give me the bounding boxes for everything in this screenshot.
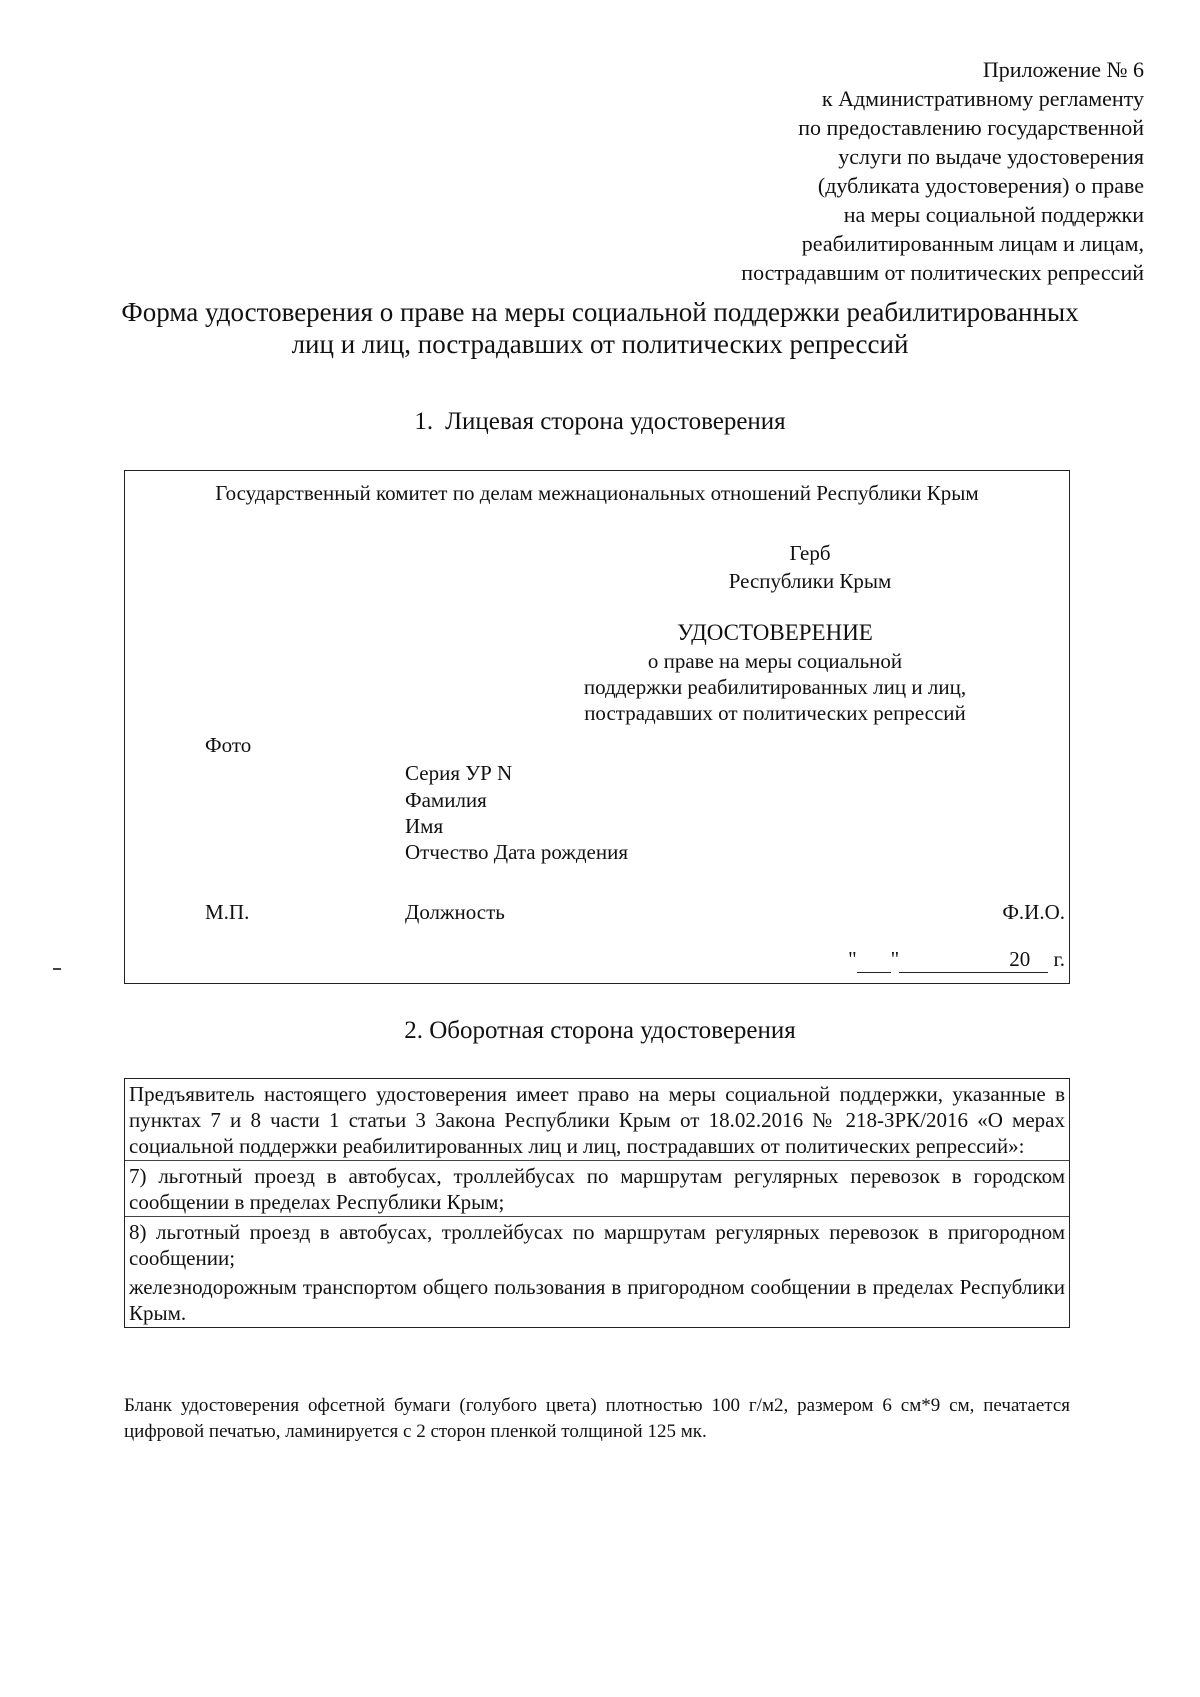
- certificate-subtitle-2: поддержки реабилитированных лиц и лиц,: [583, 675, 967, 699]
- fio-label: Ф.И.О.: [1002, 900, 1065, 924]
- series-field: Серия УР N: [405, 761, 513, 785]
- position-label: Должность: [405, 900, 505, 924]
- appendix-line: услуги по выдаче удостоверения: [838, 144, 1144, 169]
- blank-specification-note: Бланк удостоверения офсетной бумаги (голубого цвета) плотностью 100 г/м2, размером 6 см*9 см, печатается цифровой печатью, ламинируется с 2 сторон пленкой толщиной 125 мк.: [124, 1395, 1070, 1442]
- certificate-back-box: [124, 1078, 1070, 1328]
- back-paragraph-item-7: 7) льготный проезд в автобусах, троллейбусах по маршрутам регулярных перевозок в городском сообщении в пределах Республики Крым;: [125, 1160, 1069, 1216]
- appendix-line: к Административному регламенту: [821, 86, 1144, 111]
- front-side-heading: [0, 408, 1200, 436]
- back-paragraph-item-8: 8) льготный проезд в автобусах, троллейбусах по маршрутам регулярных перевозок в пригородном сообщении;: [125, 1216, 1069, 1272]
- committee-name: Государственный комитет по делам межнациональных отношений Республики Крым: [215, 481, 979, 505]
- appendix-line: на меры социальной поддержки: [843, 202, 1144, 227]
- back-paragraph-intro: Предъявитель настоящего удостоверения имеет право на меры социальной поддержки, указанные в пунктах 7 и 8 части 1 статьи 3 Закона Республики Крым от 18.02.2016 № 218-ЗРК/2016 «О мерах социальной поддержки реабилитированных лиц и лиц, пострадавших от политических репрессий»:: [129, 1082, 1065, 1158]
- appendix-line: реабилитированным лицам и лицам,: [801, 231, 1144, 256]
- stamp-label: М.П.: [205, 900, 250, 924]
- appendix-line: по предоставлению государственной: [798, 115, 1144, 140]
- certificate-subtitle-3: пострадавших от политических репрессий: [584, 701, 966, 725]
- patronymic-birthdate-field: Отчество Дата рождения: [405, 840, 629, 864]
- front-side-number: 1.: [414, 408, 434, 435]
- appendix-header: [624, 55, 1144, 287]
- certificate-subtitle-1: о праве на меры социальной: [647, 649, 903, 673]
- margin-mark: [53, 968, 61, 970]
- document-title: [60, 296, 1140, 360]
- document-title-line2: лиц и лиц, пострадавших от политических репрессий: [291, 329, 909, 359]
- appendix-line: Приложение № 6: [982, 57, 1144, 82]
- back-side-heading: 2. Оборотная сторона удостоверения: [404, 1017, 796, 1044]
- certificate-front-box: [124, 470, 1070, 984]
- back-paragraph-railway: железнодорожным транспортом общего пользования в пригородном сообщении в пределах Республики Крым.: [129, 1275, 1065, 1325]
- emblem-line2: Республики Крым: [728, 569, 892, 593]
- document-title-line1: Форма удостоверения о праве на меры социальной поддержки реабилитированных: [121, 297, 1079, 327]
- appendix-line: (дубликата удостоверения) о праве: [817, 173, 1144, 198]
- certificate-title: УДОСТОВЕРЕНИЕ: [677, 620, 873, 645]
- issue-date: " " 20 г.: [848, 947, 1065, 971]
- appendix-line: пострадавшим от политических репрессий: [741, 260, 1144, 285]
- front-side-heading-text: Лицевая сторона удостоверения: [445, 408, 786, 435]
- name-field: Имя: [405, 814, 444, 838]
- surname-field: Фамилия: [405, 788, 487, 812]
- photo-placeholder: Фото: [205, 733, 252, 757]
- emblem-line1: Герб: [789, 541, 831, 565]
